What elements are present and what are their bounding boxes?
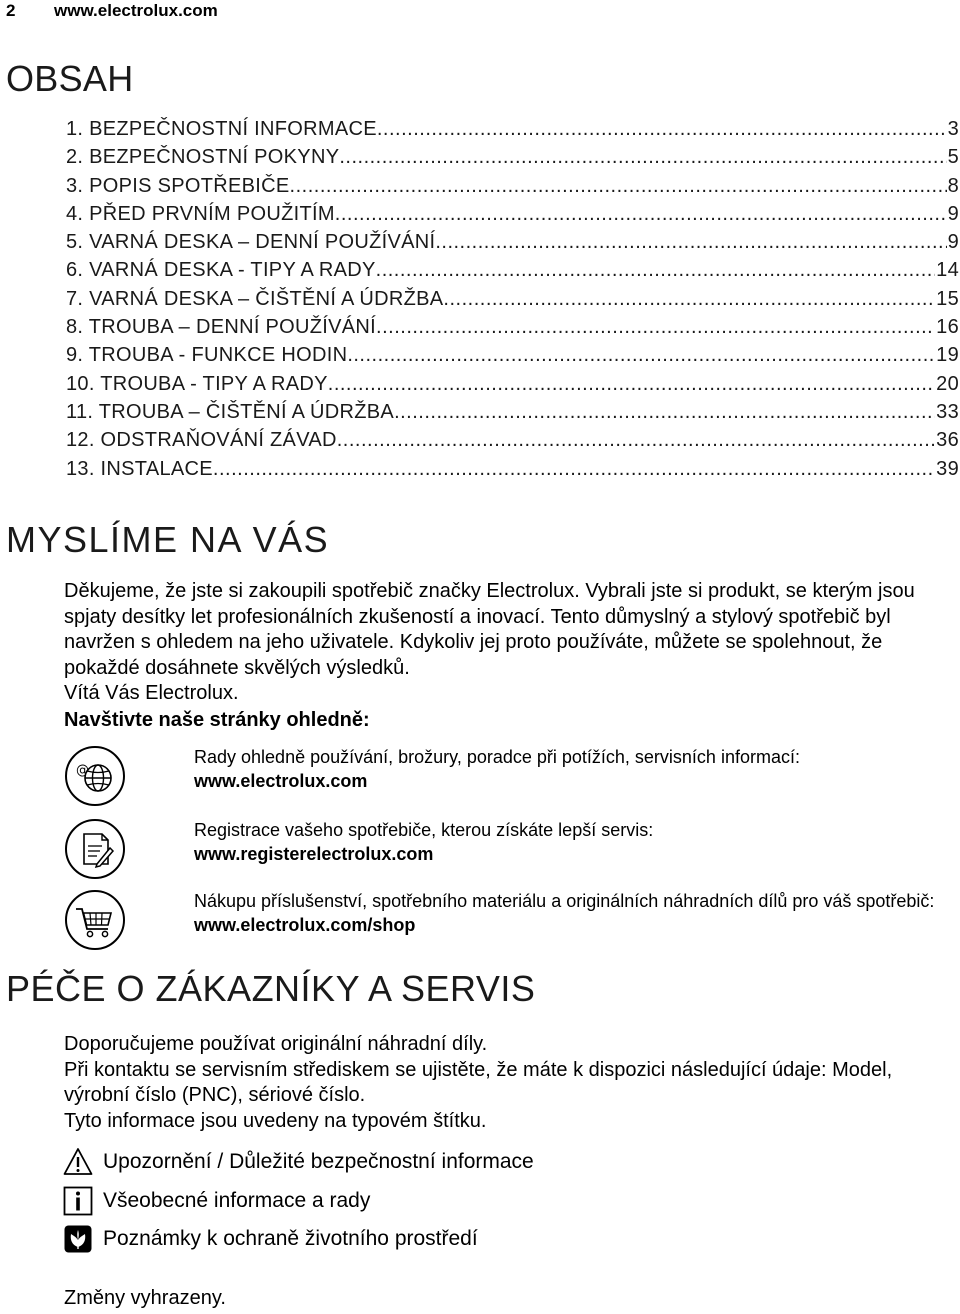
- visit-label: Navštivte naše stránky ohledně:: [64, 709, 370, 731]
- thinking-signoff: Vítá Vás Electrolux.: [64, 682, 239, 705]
- toc-item-page: 3: [947, 118, 959, 140]
- toc-leader: [290, 175, 947, 198]
- link-url-register[interactable]: www.registerelectrolux.com: [194, 844, 434, 864]
- toc-leader: [328, 373, 935, 396]
- toc-item-title: 11. TROUBA – ČIŠTĚNÍ A ÚDRŽBA: [66, 400, 395, 423]
- toc-item-title: 7. VARNÁ DESKA – ČIŠTĚNÍ A ÚDRŽBA: [66, 287, 444, 310]
- toc-item-page: 33: [936, 400, 959, 423]
- toc-item-title: 9. TROUBA - FUNKCE HODIN: [66, 344, 348, 367]
- symbol-label: Poznámky k ochraně životního prostředí: [103, 1227, 478, 1250]
- toc-item-page: 5: [947, 146, 959, 169]
- toc-item-page: 20: [936, 372, 959, 395]
- toc-item-page: 9: [947, 202, 959, 225]
- link-url-electrolux[interactable]: www.electrolux.com: [194, 771, 368, 791]
- registration-form-icon: [64, 818, 126, 880]
- care-title: PÉČE O ZÁKAZNÍKY A SERVIS: [6, 968, 536, 1009]
- care-paragraph: [64, 1032, 959, 1134]
- care-line: Tyto informace jsou uvedeny na typovém štítku.: [64, 1109, 487, 1132]
- symbol-environment: [63, 1224, 478, 1254]
- toc-item[interactable]: [66, 373, 959, 401]
- toc-item[interactable]: [66, 259, 959, 287]
- toc-item-page: 36: [936, 429, 959, 452]
- link-url-shop[interactable]: www.electrolux.com/shop: [194, 915, 416, 935]
- toc-item-page: 19: [936, 344, 959, 367]
- toc-item-title: 10. TROUBA - TIPY A RADY: [66, 372, 328, 395]
- environment-leaf-icon: [63, 1224, 93, 1254]
- contents-title: OBSAH: [6, 58, 134, 99]
- warning-triangle-icon: [63, 1147, 93, 1177]
- toc-leader: [376, 259, 936, 282]
- web-globe-icon: [64, 745, 126, 807]
- toc-item-title: 4. PŘED PRVNÍM POUŽITÍM: [66, 202, 335, 225]
- info-icon: [63, 1186, 93, 1216]
- toc-item-title: 6. VARNÁ DESKA - TIPY A RADY: [66, 259, 376, 282]
- toc-item-title: 12. ODSTRAŇOVÁNÍ ZÁVAD: [66, 429, 337, 452]
- toc-item-page: 14: [936, 259, 959, 282]
- page-number: 2: [6, 1, 16, 20]
- link-description: Registrace vašeho spotřebiče, kterou získáte lepší servis:: [194, 820, 654, 840]
- toc-item[interactable]: [66, 175, 959, 203]
- toc-leader: [213, 458, 935, 481]
- toc-leader: [337, 429, 935, 452]
- toc-item[interactable]: [66, 316, 959, 344]
- shopping-cart-icon: [64, 889, 126, 951]
- thinking-paragraph: [64, 579, 959, 707]
- toc-item-page: 15: [936, 287, 959, 310]
- symbol-label: Upozornění / Důležité bezpečnostní informace: [103, 1150, 534, 1173]
- toc-item-page: 16: [936, 316, 959, 339]
- toc-leader: [443, 288, 935, 311]
- symbol-label: Všeobecné informace a rady: [103, 1189, 371, 1212]
- care-line: Doporučujeme používat originální náhradní díly.: [64, 1033, 488, 1055]
- toc-item[interactable]: [66, 429, 959, 457]
- toc-item[interactable]: [66, 231, 959, 259]
- toc-item[interactable]: [66, 118, 959, 146]
- toc-item-title: 5. VARNÁ DESKA – DENNÍ POUŽÍVÁNÍ: [66, 231, 436, 254]
- changes-note: Změny vyhrazeny.: [64, 1287, 226, 1309]
- toc-item[interactable]: [66, 146, 959, 174]
- table-of-contents: [66, 118, 959, 486]
- toc-leader: [339, 146, 946, 169]
- toc-item[interactable]: [66, 401, 959, 429]
- toc-item-page: 9: [947, 231, 959, 254]
- svg-text:@: @: [76, 763, 89, 778]
- toc-item[interactable]: [66, 203, 959, 231]
- toc-leader: [347, 344, 935, 367]
- toc-item-title: 3. POPIS SPOTŘEBIČE: [66, 174, 290, 197]
- thinking-title: MYSLÍME NA VÁS: [6, 519, 330, 560]
- toc-item-title: 2. BEZPEČNOSTNÍ POKYNY: [66, 146, 340, 169]
- toc-item-page: 39: [936, 457, 959, 480]
- symbol-warning: [63, 1147, 534, 1177]
- toc-leader: [376, 316, 935, 339]
- toc-item-page: 8: [947, 174, 959, 197]
- symbol-info: [63, 1186, 370, 1216]
- toc-item-title: 8. TROUBA – DENNÍ POUŽÍVÁNÍ: [66, 316, 377, 339]
- toc-leader: [377, 118, 947, 141]
- link-description: Nákupu příslušenství, spotřebního materiálu a originálních náhradních dílů pro váš spotřebič:: [194, 891, 935, 911]
- toc-item[interactable]: [66, 288, 959, 316]
- toc-leader: [394, 401, 935, 424]
- toc-item-title: 1. BEZPEČNOSTNÍ INFORMACE: [66, 118, 377, 140]
- thinking-body: Děkujeme, že jste si zakoupili spotřebič značky Electrolux. Vybrali jste si produkt, se kterým jsou spjaty desítky let profesionálních zkušeností a inovací. Tento důmyslný a stylový spotřebič byl navržen s ohledem na jeho uživatele. Kdykoliv jej proto používáte, můžete se spolehnout, že pokaždé dosáhnete skvělých výsledků.: [64, 580, 915, 679]
- toc-leader: [335, 203, 947, 226]
- care-line: Při kontaktu se servisním střediskem se ujistěte, že máte k dispozici následující údaje: Model, výrobní číslo (PNC), sériové číslo.: [64, 1058, 893, 1107]
- toc-leader: [435, 231, 946, 254]
- toc-item[interactable]: [66, 458, 959, 486]
- header-site: www.electrolux.com: [54, 1, 218, 20]
- link-description: Rady ohledně používání, brožury, poradce při potížích, servisních informací:: [194, 747, 800, 767]
- page-header: [6, 1, 218, 21]
- toc-item-title: 13. INSTALACE: [66, 457, 213, 480]
- toc-item[interactable]: [66, 344, 959, 372]
